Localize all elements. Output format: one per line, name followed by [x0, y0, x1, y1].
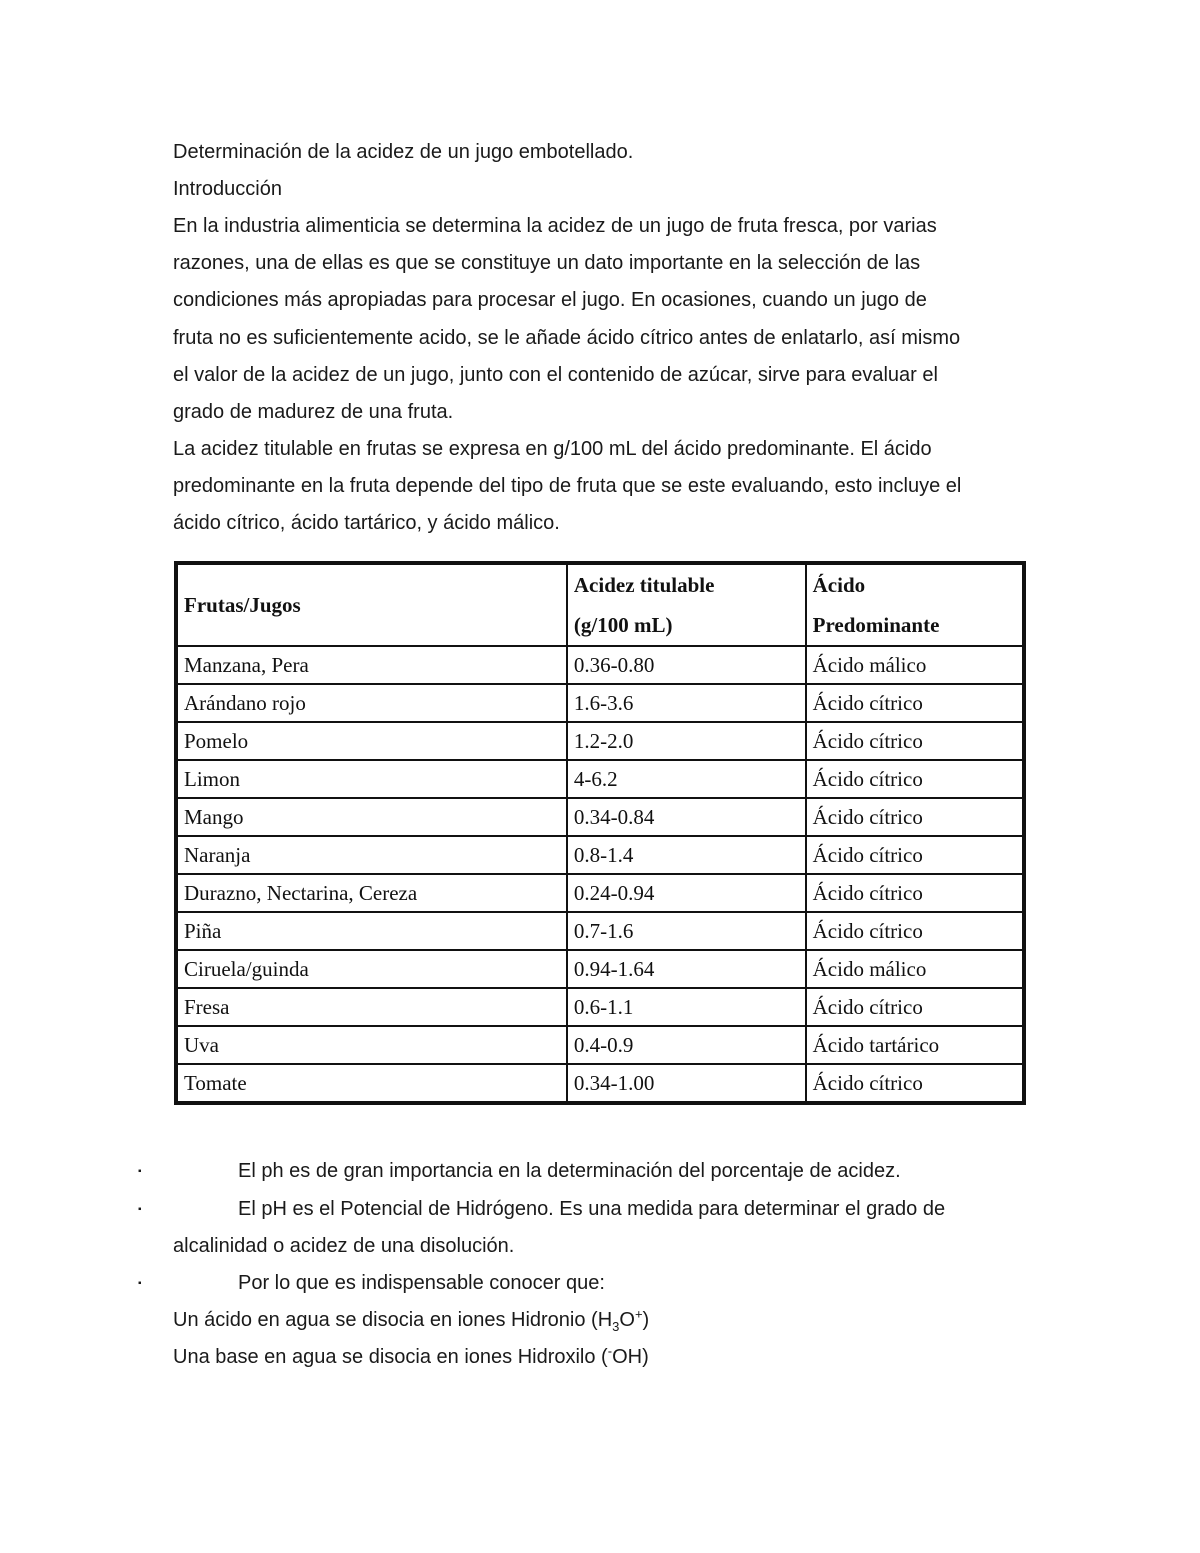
table-row: [177, 836, 1023, 874]
cell-fruit: Naranja: [177, 836, 567, 874]
header-acid: [806, 564, 1023, 646]
cell-fruit: Piña: [177, 912, 567, 950]
cell-acid: Ácido cítrico: [806, 912, 1023, 950]
base-line-text: Una base en agua se disocia en iones Hidroxilo (: [173, 1346, 608, 1368]
cell-fruit: Limon: [177, 760, 567, 798]
acid-line-subscript: 3: [612, 1319, 620, 1334]
cell-acid: Ácido cítrico: [806, 722, 1023, 760]
cell-fruit: Arándano rojo: [177, 684, 567, 722]
cell-acidity: 0.4-0.9: [567, 1026, 806, 1064]
paragraph-line: el valor de la acidez de un jugo, junto con el contenido de azúcar, sirve para evaluar el: [173, 364, 938, 386]
cell-acid: Ácido cítrico: [806, 1064, 1023, 1102]
intro-heading: Introducción: [173, 178, 282, 200]
header-acidity: [567, 564, 806, 646]
table-row: [177, 950, 1023, 988]
table-row: [177, 988, 1023, 1026]
cell-acidity: 0.7-1.6: [567, 912, 806, 950]
table-row: [177, 722, 1023, 760]
bullet-text: El ph es de gran importancia en la determinación del porcentaje de acidez.: [238, 1160, 901, 1182]
cell-fruit: Ciruela/guinda: [177, 950, 567, 988]
acid-line-text: Un ácido en agua se disocia en iones Hidronio (H: [173, 1309, 613, 1331]
cell-fruit: Uva: [177, 1026, 567, 1064]
cell-acid: Ácido málico: [806, 646, 1023, 684]
bullet-text: El pH es el Potencial de Hidrógeno. Es una medida para determinar el grado de: [238, 1198, 946, 1220]
cell-acidity: 0.8-1.4: [567, 836, 806, 874]
cell-acidity: 0.34-1.00: [567, 1064, 806, 1102]
cell-acidity: 0.34-0.84: [567, 798, 806, 836]
cell-acidity: 0.6-1.1: [567, 988, 806, 1026]
table-row: [177, 1064, 1023, 1102]
table-row: [177, 760, 1023, 798]
cell-acid: Ácido cítrico: [806, 874, 1023, 912]
table-row: [177, 874, 1023, 912]
paragraph-line: En la industria alimenticia se determina la acidez de un jugo de fruta fresca, por varias: [173, 215, 937, 237]
cell-fruit: Durazno, Nectarina, Cereza: [177, 874, 567, 912]
paragraph-line: condiciones más apropiadas para procesar el jugo. En ocasiones, cuando un jugo de: [173, 289, 927, 311]
table-row: [177, 912, 1023, 950]
cell-acid: Ácido cítrico: [806, 760, 1023, 798]
acid-line-close: ): [642, 1309, 650, 1331]
paragraph-line: grado de madurez de una fruta.: [173, 401, 454, 423]
acid-line-superscript: +: [634, 1306, 643, 1322]
bullet-marker: ▪: [138, 1204, 142, 1215]
cell-acidity: 0.24-0.94: [567, 874, 806, 912]
base-line-superscript: -: [607, 1343, 613, 1359]
table-row: [177, 798, 1023, 836]
paragraph-line: ácido cítrico, ácido tartárico, y ácido málico.: [173, 512, 560, 534]
cell-acid: Ácido cítrico: [806, 684, 1023, 722]
cell-acid: Ácido tartárico: [806, 1026, 1023, 1064]
cell-acidity: 4-6.2: [567, 760, 806, 798]
header-acid-label-2: Predominante: [812, 613, 940, 637]
paragraph-line: predominante en la fruta depende del tipo de fruta que se este evaluando, esto incluye el: [173, 475, 962, 497]
table-row: [177, 646, 1023, 684]
acid-dissociation-line: [173, 1302, 649, 1339]
cell-fruit: Pomelo: [177, 722, 567, 760]
cell-acidity: 0.36-0.80: [567, 646, 806, 684]
header-fruit: [177, 564, 567, 646]
table-row: [177, 684, 1023, 722]
paragraph-line: razones, una de ellas es que se constituye un dato importante en la selección de las: [173, 252, 921, 274]
acid-line-oxygen: O: [619, 1309, 635, 1331]
header-acidity-label: Acidez titulable: [573, 573, 715, 597]
cell-fruit: Mango: [177, 798, 567, 836]
cell-acid: Ácido cítrico: [806, 836, 1023, 874]
cell-acidity: 0.94-1.64: [567, 950, 806, 988]
bullet-text-continuation: alcalinidad o acidez de una disolución.: [173, 1235, 515, 1257]
cell-acid: Ácido málico: [806, 950, 1023, 988]
base-dissociation-line: [173, 1339, 649, 1376]
bullet-marker: ▪: [138, 1166, 142, 1177]
acidity-table: [174, 561, 1026, 1105]
cell-acidity: 1.2-2.0: [567, 722, 806, 760]
header-fruit-label: Frutas/Jugos: [184, 593, 301, 617]
cell-acidity: 1.6-3.6: [567, 684, 806, 722]
header-acid-label: Ácido: [812, 573, 866, 597]
paragraph-line: La acidez titulable en frutas se expresa en g/100 mL del ácido predominante. El ácido: [173, 438, 932, 460]
table-header-row: [177, 564, 1023, 646]
cell-acid: Ácido cítrico: [806, 798, 1023, 836]
header-acidity-unit: (g/100 mL): [573, 613, 673, 637]
paragraph-line: fruta no es suficientemente acido, se le añade ácido cítrico antes de enlatarlo, así mismo: [173, 327, 961, 349]
cell-fruit: Fresa: [177, 988, 567, 1026]
document-title: Determinación de la acidez de un jugo embotellado.: [173, 141, 634, 163]
cell-fruit: Manzana, Pera: [177, 646, 567, 684]
base-line-close: OH): [612, 1346, 649, 1368]
bullet-marker: ▪: [138, 1278, 142, 1289]
table-row: [177, 1026, 1023, 1064]
bullet-text: Por lo que es indispensable conocer que:: [238, 1272, 605, 1294]
cell-acid: Ácido cítrico: [806, 988, 1023, 1026]
cell-fruit: Tomate: [177, 1064, 567, 1102]
